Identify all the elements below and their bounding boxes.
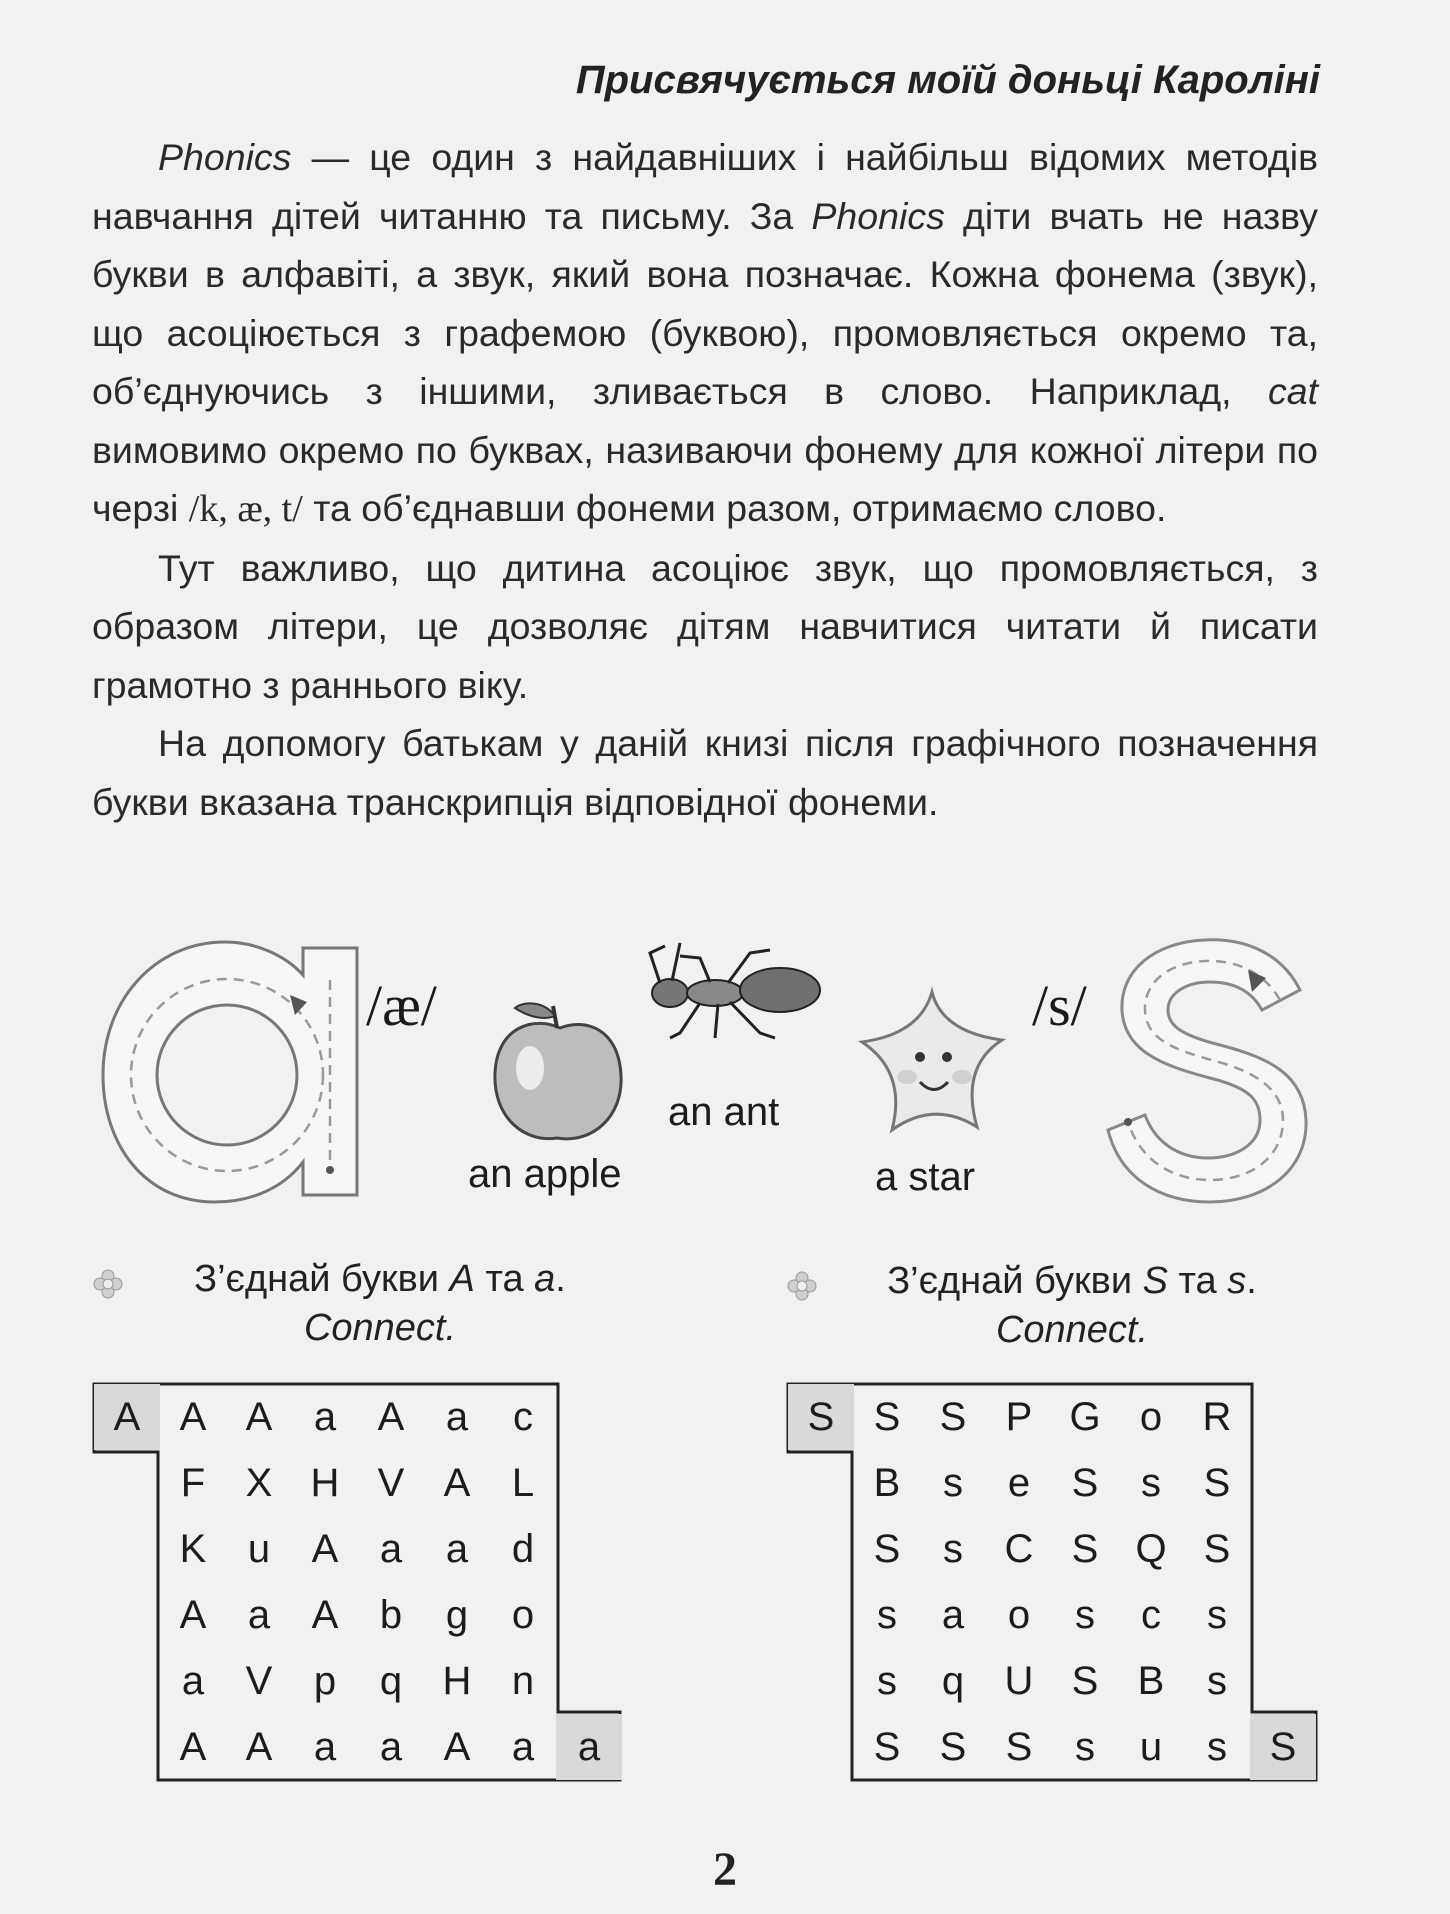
grid-a-cell[interactable]: A	[377, 1395, 405, 1439]
grid-s-cell[interactable]: S	[1203, 1527, 1231, 1571]
task-a-mid: та	[474, 1258, 535, 1300]
grid-a-cell[interactable]: V	[245, 1659, 273, 1703]
apple-caption: an apple	[468, 1152, 622, 1196]
paragraph-1-part-c: вимовимо окремо по буквах, називаючи фонему для кожної літери по черзі	[92, 428, 1318, 529]
paragraph-3: На допомогу батькам у даній книзі після графічного позначення букви вказана транскрипція відповідної фонеми.	[92, 722, 1318, 823]
grid-s-cell[interactable]: S	[1071, 1527, 1099, 1571]
grid-a-cell[interactable]: H	[442, 1659, 472, 1703]
grid-a-cell[interactable]: K	[179, 1527, 207, 1571]
grid-s-cell[interactable]: s	[1075, 1593, 1095, 1637]
grid-s-cell[interactable]: u	[1139, 1725, 1163, 1769]
grid-s-cell[interactable]: S	[873, 1527, 901, 1571]
grid-s-cell[interactable]: s	[943, 1461, 963, 1505]
grid-s-cell[interactable]: S	[1250, 1714, 1316, 1780]
letter-grid-a	[92, 1382, 622, 1782]
grid-a-cell[interactable]: A	[179, 1593, 207, 1637]
task-s-end: .	[1246, 1260, 1257, 1302]
intro-text	[92, 128, 1318, 831]
grid-a-cell[interactable]: b	[379, 1593, 403, 1637]
illustration-row	[0, 910, 1450, 1230]
grid-s-cell[interactable]: s	[1141, 1461, 1161, 1505]
grid-s-cell[interactable]: o	[1139, 1395, 1163, 1439]
task-s-mid: та	[1167, 1260, 1228, 1302]
grid-a-cell[interactable]: a	[445, 1395, 469, 1439]
grid-s-cell[interactable]: s	[1207, 1725, 1227, 1769]
grid-a-cell[interactable]: o	[511, 1593, 535, 1637]
letter-a-tracing-icon	[95, 930, 365, 1210]
grid-a-cell[interactable]: A	[94, 1384, 160, 1450]
grid-a-cell[interactable]: a	[247, 1593, 271, 1637]
grid-a-cell[interactable]: a	[556, 1714, 622, 1780]
term-phonics: Phonics	[158, 136, 292, 178]
grid-a-cell[interactable]: q	[379, 1659, 403, 1703]
grid-a-cell[interactable]: A	[311, 1527, 339, 1571]
grid-s-cell[interactable]: s	[877, 1593, 897, 1637]
phoneme-ae: /æ/	[366, 973, 437, 1038]
grid-s-cell[interactable]: Q	[1135, 1527, 1167, 1571]
grid-s-cell[interactable]: S	[1203, 1461, 1231, 1505]
grid-a-cell[interactable]: A	[179, 1395, 207, 1439]
grid-a-cell[interactable]: A	[245, 1725, 273, 1769]
grid-s-cell[interactable]: c	[1141, 1593, 1161, 1637]
grid-s-cell[interactable]: s	[877, 1659, 897, 1703]
letter-grid-s	[786, 1382, 1318, 1782]
grid-s-cell[interactable]: G	[1069, 1395, 1101, 1439]
paragraph-2: Тут важливо, що дитина асоціює звук, що промовляється, з образом літери, це дозволяє дітям навчитися читати й писати грамотно з раннього віку.	[92, 546, 1318, 706]
grid-s-cell[interactable]: P	[1005, 1395, 1033, 1439]
grid-a-cell[interactable]: a	[181, 1659, 205, 1703]
grid-s-cell[interactable]: e	[1007, 1461, 1031, 1505]
grid-a-cell[interactable]: p	[313, 1659, 337, 1703]
task-s-letter-lower: s	[1227, 1260, 1247, 1302]
grid-a-cell[interactable]: A	[311, 1593, 339, 1637]
flower-bullet-icon	[92, 1268, 124, 1300]
task-connect-a	[140, 1258, 620, 1350]
grid-s-cell[interactable]: o	[1007, 1593, 1031, 1637]
ipa-transcription: /k, æ, t/	[188, 488, 303, 530]
grid-s-cell[interactable]: U	[1004, 1659, 1034, 1703]
grid-a-cell[interactable]: a	[379, 1527, 403, 1571]
grid-s-cell[interactable]: s	[943, 1527, 963, 1571]
grid-s-cell[interactable]: S	[788, 1384, 854, 1450]
grid-s-cell[interactable]: C	[1004, 1527, 1034, 1571]
grid-a-cell[interactable]: a	[445, 1527, 469, 1571]
task-s-prefix: З’єднай букви	[887, 1260, 1143, 1302]
ant-caption: an ant	[668, 1090, 780, 1134]
grid-s-cell[interactable]: S	[1005, 1725, 1033, 1769]
grid-a-cell[interactable]: a	[313, 1395, 337, 1439]
task-s-connect: Connect.	[995, 1309, 1149, 1351]
task-a-letter-upper: A	[449, 1258, 475, 1300]
grid-a-cell[interactable]: F	[180, 1461, 206, 1505]
grid-s-cell[interactable]: B	[1137, 1659, 1165, 1703]
grid-s-cell[interactable]: B	[873, 1461, 901, 1505]
star-icon	[852, 982, 1012, 1142]
grid-s-cell[interactable]: S	[1071, 1461, 1099, 1505]
page-number: 2	[713, 1843, 737, 1896]
grid-s-cell[interactable]: S	[1071, 1659, 1099, 1703]
grid-a-cell[interactable]: n	[511, 1659, 535, 1703]
grid-a-cell[interactable]: X	[245, 1461, 273, 1505]
phoneme-s: /s/	[1032, 973, 1087, 1038]
grid-s-cell[interactable]: S	[873, 1395, 901, 1439]
letter-s-tracing-icon	[1100, 930, 1325, 1215]
example-word: cat	[1267, 370, 1318, 412]
grid-a-cell[interactable]: a	[313, 1725, 337, 1769]
grid-a-cell[interactable]: a	[379, 1725, 403, 1769]
grid-a-cell[interactable]: A	[245, 1395, 273, 1439]
grid-a-cell[interactable]: A	[443, 1725, 471, 1769]
grid-s-cell[interactable]: S	[939, 1725, 967, 1769]
grid-s-cell[interactable]: s	[1075, 1725, 1095, 1769]
grid-a-cell[interactable]: a	[511, 1725, 535, 1769]
flower-bullet-icon-2	[786, 1270, 818, 1302]
apple-icon	[485, 998, 635, 1148]
paragraph-1-part-a: — це один з найдавніших і найбільш відомих методів навчання дітей читанню та письму. За	[92, 136, 1318, 237]
star-caption: a star	[875, 1155, 976, 1199]
grid-a-cell[interactable]: c	[513, 1395, 533, 1439]
grid-a-cell[interactable]: A	[443, 1461, 471, 1505]
task-a-prefix: З’єднай букви	[194, 1258, 450, 1300]
grid-a-cell[interactable]: d	[511, 1527, 535, 1571]
grid-a-cell[interactable]: A	[179, 1725, 207, 1769]
ant-icon	[640, 938, 840, 1048]
grid-a-cell[interactable]: H	[310, 1461, 340, 1505]
grid-s-cell[interactable]: S	[873, 1725, 901, 1769]
task-a-end: .	[555, 1258, 566, 1300]
grid-s-cell[interactable]: s	[1207, 1659, 1227, 1703]
task-a-connect: Connect.	[303, 1307, 457, 1349]
task-a-letter-lower: a	[534, 1258, 556, 1300]
grid-a-cell[interactable]: L	[511, 1461, 535, 1505]
grid-a-cell[interactable]: g	[445, 1593, 469, 1637]
grid-s-cell[interactable]: R	[1202, 1395, 1232, 1439]
term-phonics-2: Phonics	[811, 194, 945, 237]
paragraph-1	[92, 128, 1318, 539]
dedication: Присвячується моїй доньці Кароліні	[575, 58, 1320, 102]
paragraph-1-part-b: діти вчать не назву букви в алфавіті, а звук, який вона позначає. Кожна фонема (звук), що асоціюється з графемою (буквою), промовляється окремо та, об’єднуючись з іншими, зливається в слово. Наприклад,	[92, 194, 1318, 412]
paragraph-1-part-d: та об’єднавши фонеми разом, отримаємо слово.	[302, 487, 1167, 529]
grid-a-cell[interactable]: V	[377, 1461, 405, 1505]
task-s-letter-upper: S	[1142, 1260, 1168, 1302]
grid-s-cell[interactable]: a	[941, 1593, 965, 1637]
grid-s-cell[interactable]: S	[939, 1395, 967, 1439]
grid-s-cell[interactable]: s	[1207, 1593, 1227, 1637]
grid-s-cell[interactable]: q	[941, 1659, 965, 1703]
task-connect-s	[832, 1260, 1312, 1352]
grid-a-cell[interactable]: u	[247, 1527, 271, 1571]
